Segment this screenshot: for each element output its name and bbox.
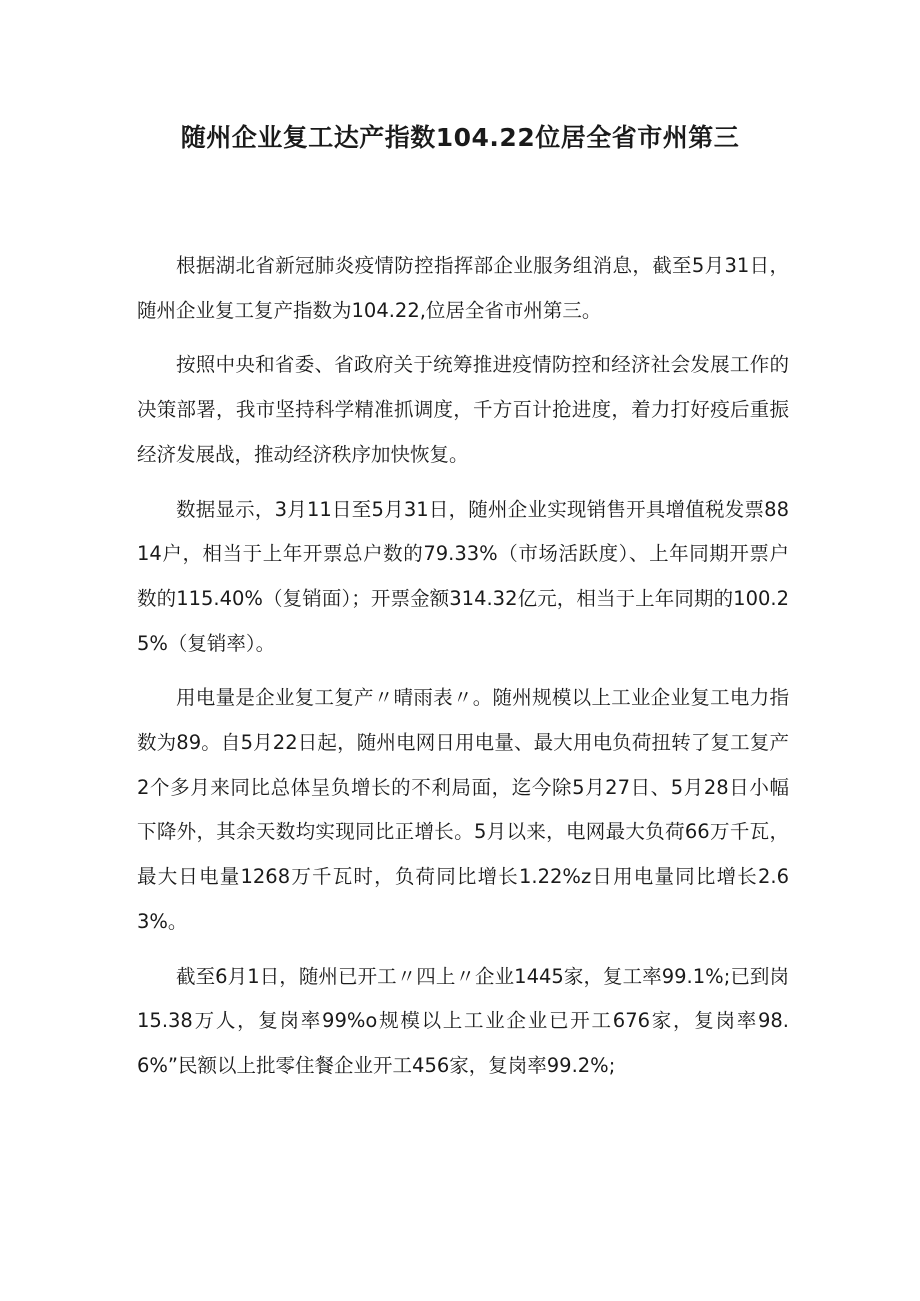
article-body bbox=[137, 244, 789, 1099]
paragraph-3: 数据显示，3月11日至5月31日，随州企业实现销售开具增值税发票8814户，相当于上年开票总户数的79.33%（市场活跃度）、上年同期开票户数的115.40%（复销面）；开票金额314.32亿元，相当于上年同期的100.25%（复销率）。 bbox=[137, 497, 789, 655]
article-title: 随州企业复工达产指数104.22位居全省市州第三 bbox=[180, 123, 740, 152]
paragraph-2: 按照中央和省委、省政府关于统筹推进疫情防控和经济社会发展工作的决策部署，我市坚持科学精准抓调度，千方百计抢进度，着力打好疫后重振经济发展战，推动经济秩序加快恢复。 bbox=[137, 353, 789, 466]
paragraph-5: 截至6月1日，随州已开工〃四上〃企业1445家，复工率99.1%;已到岗15.38万人，复岗率99%o规模以上工业企业已开工676家，复岗率98.6%”民额以上批零住餐企业开工456家，复岗率99.2%; bbox=[137, 964, 789, 1077]
paragraph-1: 根据湖北省新冠肺炎疫情防控指挥部企业服务组消息，截至5月31日，随州企业复工复产指数为104.22,位居全省市州第三。 bbox=[137, 254, 789, 322]
paragraph-4: 用电量是企业复工复产〃晴雨表〃。随州规模以上工业企业复工电力指数为89。自5月22日起，随州电网日用电量、最大用电负荷扭转了复工复产2个多月来同比总体呈负增长的不利局面，迄今除5月27日、5月28日小幅下降外，其余天数均实现同比正增长。5月以来，电网最大负荷66万千瓦，最大日电量1268万千瓦时，负荷同比增长1.22%z日用电量同比增长2.63%。 bbox=[137, 686, 789, 933]
